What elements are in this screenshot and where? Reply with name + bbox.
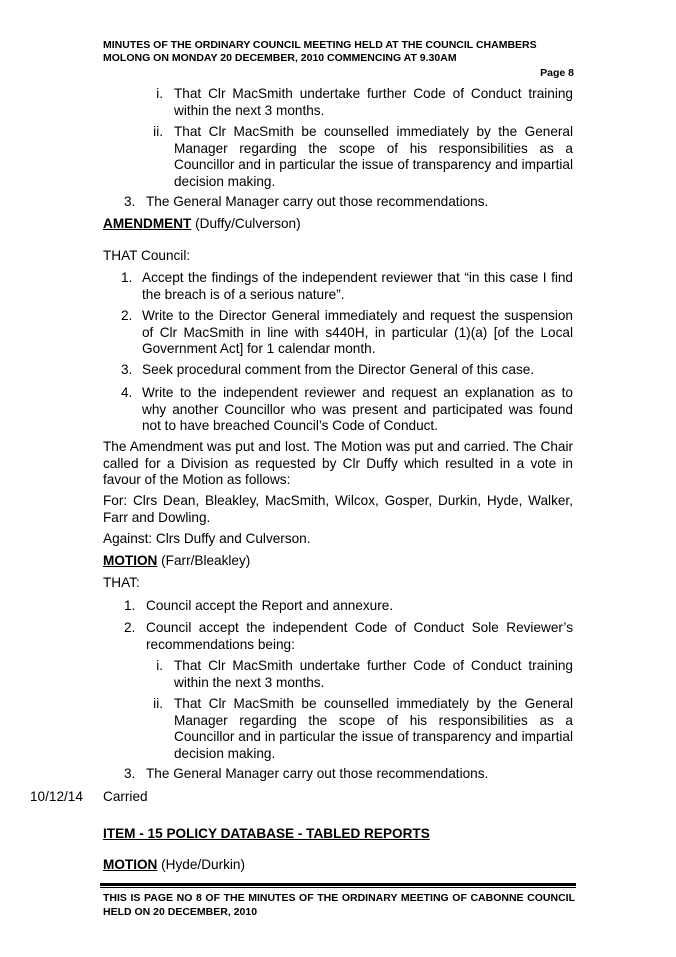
amendment-item-3-number: 3. xyxy=(121,362,133,377)
motion-roman-ii-number: ii. xyxy=(153,696,163,711)
footer-rule-thick xyxy=(100,883,576,886)
amendment-label: AMENDMENT xyxy=(103,216,192,231)
amendment-item-4-text: Write to the independent reviewer and request an explanation as to why another Councillor who was present and participated was found not to have breached Council’s Code of Conduct. xyxy=(142,385,573,433)
motion-intro: THAT: xyxy=(103,575,140,590)
motion-movers: (Farr/Bleakley) xyxy=(157,553,251,568)
page-header xyxy=(103,39,575,65)
motion-roman-i-text: That Clr MacSmith undertake further Code of Conduct training within the next 3 months. xyxy=(174,658,573,690)
item-15-motion-label: MOTION xyxy=(103,857,158,872)
motion-roman-ii-text: That Clr MacSmith be counselled immediately by the General Manager regarding the scope of his responsibilities as a Councillor and in particular the issue of transparency and impartial decision making. xyxy=(174,696,573,761)
top-item-3-number: 3. xyxy=(124,194,136,209)
amendment-item-1-text: Accept the findings of the independent reviewer that “in this case I find the breach is of a serious nature”. xyxy=(142,270,573,302)
motion-roman-i-number: i. xyxy=(156,658,163,673)
top-item-3-text: The General Manager carry out those recommendations. xyxy=(146,194,489,209)
header-line-2: MOLONG ON MONDAY 20 DECEMBER, 2010 COMMENCING AT 9.30AM xyxy=(103,52,457,64)
resolution-number: 10/12/14 xyxy=(30,789,83,804)
header-line-1: MINUTES OF THE ORDINARY COUNCIL MEETING HELD AT THE COUNCIL CHAMBERS xyxy=(103,39,537,51)
amendment-movers: (Duffy/Culverson) xyxy=(191,216,301,231)
motion-label: MOTION xyxy=(103,553,158,568)
motion-item-3-text: The General Manager carry out those recommendations. xyxy=(146,766,489,781)
amendment-heading xyxy=(103,216,573,233)
top-roman-i-text: That Clr MacSmith undertake further Code of Conduct training within the next 3 months. xyxy=(174,86,573,118)
amendment-item-1-number: 1. xyxy=(121,270,133,285)
amendment-item-3-text: Seek procedural comment from the Director General of this case. xyxy=(142,362,535,377)
vote-result-paragraph: The Amendment was put and lost. The Motion was put and carried. The Chair called for a Division as requested by Clr Duffy which resulted in a vote in favour of the Motion as follows: xyxy=(103,439,573,487)
page-footer: THIS IS PAGE NO 8 OF THE MINUTES OF THE ORDINARY MEETING OF CABONNE COUNCIL HELD ON 20 DECEMBER, 2010 xyxy=(103,892,575,918)
motion-heading xyxy=(103,553,573,570)
vote-against: Against: Clrs Duffy and Culverson. xyxy=(103,531,311,546)
vote-for: For: Clrs Dean, Bleakley, MacSmith, Wilcox, Gosper, Durkin, Hyde, Walker, Farr and Dowling. xyxy=(103,493,573,525)
footer-rule-thin xyxy=(100,887,576,888)
item-15-motion-heading xyxy=(103,857,573,874)
motion-item-1-text: Council accept the Report and annexure. xyxy=(146,598,394,613)
amendment-item-4-number: 4. xyxy=(121,385,133,400)
amendment-item-2-text: Write to the Director General immediately and request the suspension of Clr MacSmith in line with s440H, in particular (1)(a) [of the Local Government Act] for 1 calendar month. xyxy=(142,308,573,356)
motion-item-3-number: 3. xyxy=(124,766,136,781)
item-15-motion-movers: (Hyde/Durkin) xyxy=(157,857,245,872)
page-number: Page 8 xyxy=(540,67,574,79)
top-roman-ii-number: ii. xyxy=(153,124,163,139)
motion-item-2-text: Council accept the independent Code of Conduct Sole Reviewer’s recommendations being: xyxy=(146,620,573,652)
top-roman-ii-text: That Clr MacSmith be counselled immediately by the General Manager regarding the scope of his responsibilities as a Councillor and in particular the issue of transparency and impartial decision making. xyxy=(174,124,573,189)
amendment-item-2-number: 2. xyxy=(121,308,133,323)
carried-label: Carried xyxy=(103,789,148,804)
top-roman-i-number: i. xyxy=(156,86,163,101)
item-15-heading: ITEM - 15 POLICY DATABASE - TABLED REPORTS xyxy=(103,826,430,841)
motion-item-2-number: 2. xyxy=(124,620,136,635)
motion-item-1-number: 1. xyxy=(124,598,136,613)
amendment-intro: THAT Council: xyxy=(103,248,191,263)
